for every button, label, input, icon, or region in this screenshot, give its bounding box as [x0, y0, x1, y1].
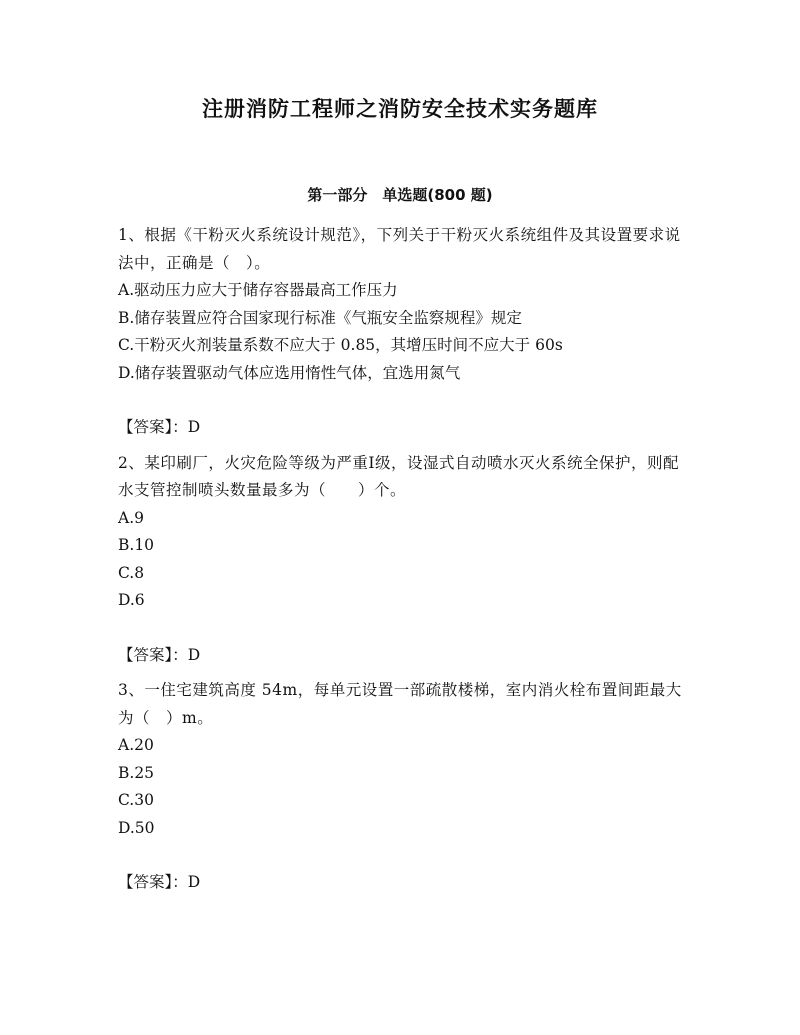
- option-b: B.储存装置应符合国家现行标准《气瓶安全监察规程》规定: [118, 308, 522, 327]
- question-list: [118, 222, 683, 905]
- option-d: D.50: [118, 818, 155, 837]
- answer-label: 【答案】：: [118, 873, 188, 891]
- option-a: A.20: [118, 736, 154, 754]
- option-d: D.6: [118, 591, 145, 609]
- answer-line: [118, 642, 683, 670]
- question-stem: 1、根据《干粉灭火系统设计规范》，下列关于干粉灭火系统组件及其设置要求说法中，正确是（ ）。: [118, 226, 681, 272]
- question-2: [118, 450, 683, 670]
- question-stem: 3、一住宅建筑高度 54m，每单元设置一部疏散楼梯，室内消火栓布置间距最大为（ ）m。: [118, 681, 682, 727]
- option-a: A.9: [118, 508, 144, 527]
- answer-value: D: [187, 645, 201, 664]
- answer-value: D: [187, 418, 201, 436]
- option-b: B.10: [118, 536, 155, 554]
- question-stem: 2、某印刷厂，火灾危险等级为严重Ⅰ级，设湿式自动喷水灭火系统全保护，则配水支管控制喷头数量最多为（ ）个。: [118, 453, 679, 499]
- section-title: 第一部分 单选题(800 题): [307, 186, 493, 204]
- option-d: D.储存装置驱动气体应选用惰性气体，宜选用氮气: [118, 363, 461, 382]
- answer-line: [118, 414, 683, 442]
- page-title: 注册消防工程师之消防安全技术实务题库: [202, 97, 598, 121]
- answer-value: D: [187, 873, 201, 891]
- option-a: A.驱动压力应大于储存容器最高工作压力: [118, 281, 398, 299]
- option-c: C.30: [118, 791, 154, 809]
- answer-label: 【答案】：: [118, 645, 188, 664]
- answer-label: 【答案】：: [118, 418, 188, 436]
- question-1: [118, 222, 683, 442]
- question-3: [118, 677, 683, 897]
- option-b: B.25: [118, 763, 155, 782]
- answer-line: [118, 869, 683, 897]
- option-c: C.8: [118, 563, 145, 582]
- option-c: C.干粉灭火剂装量系数不应大于 0.85，其增压时间不应大于 60s: [118, 336, 563, 354]
